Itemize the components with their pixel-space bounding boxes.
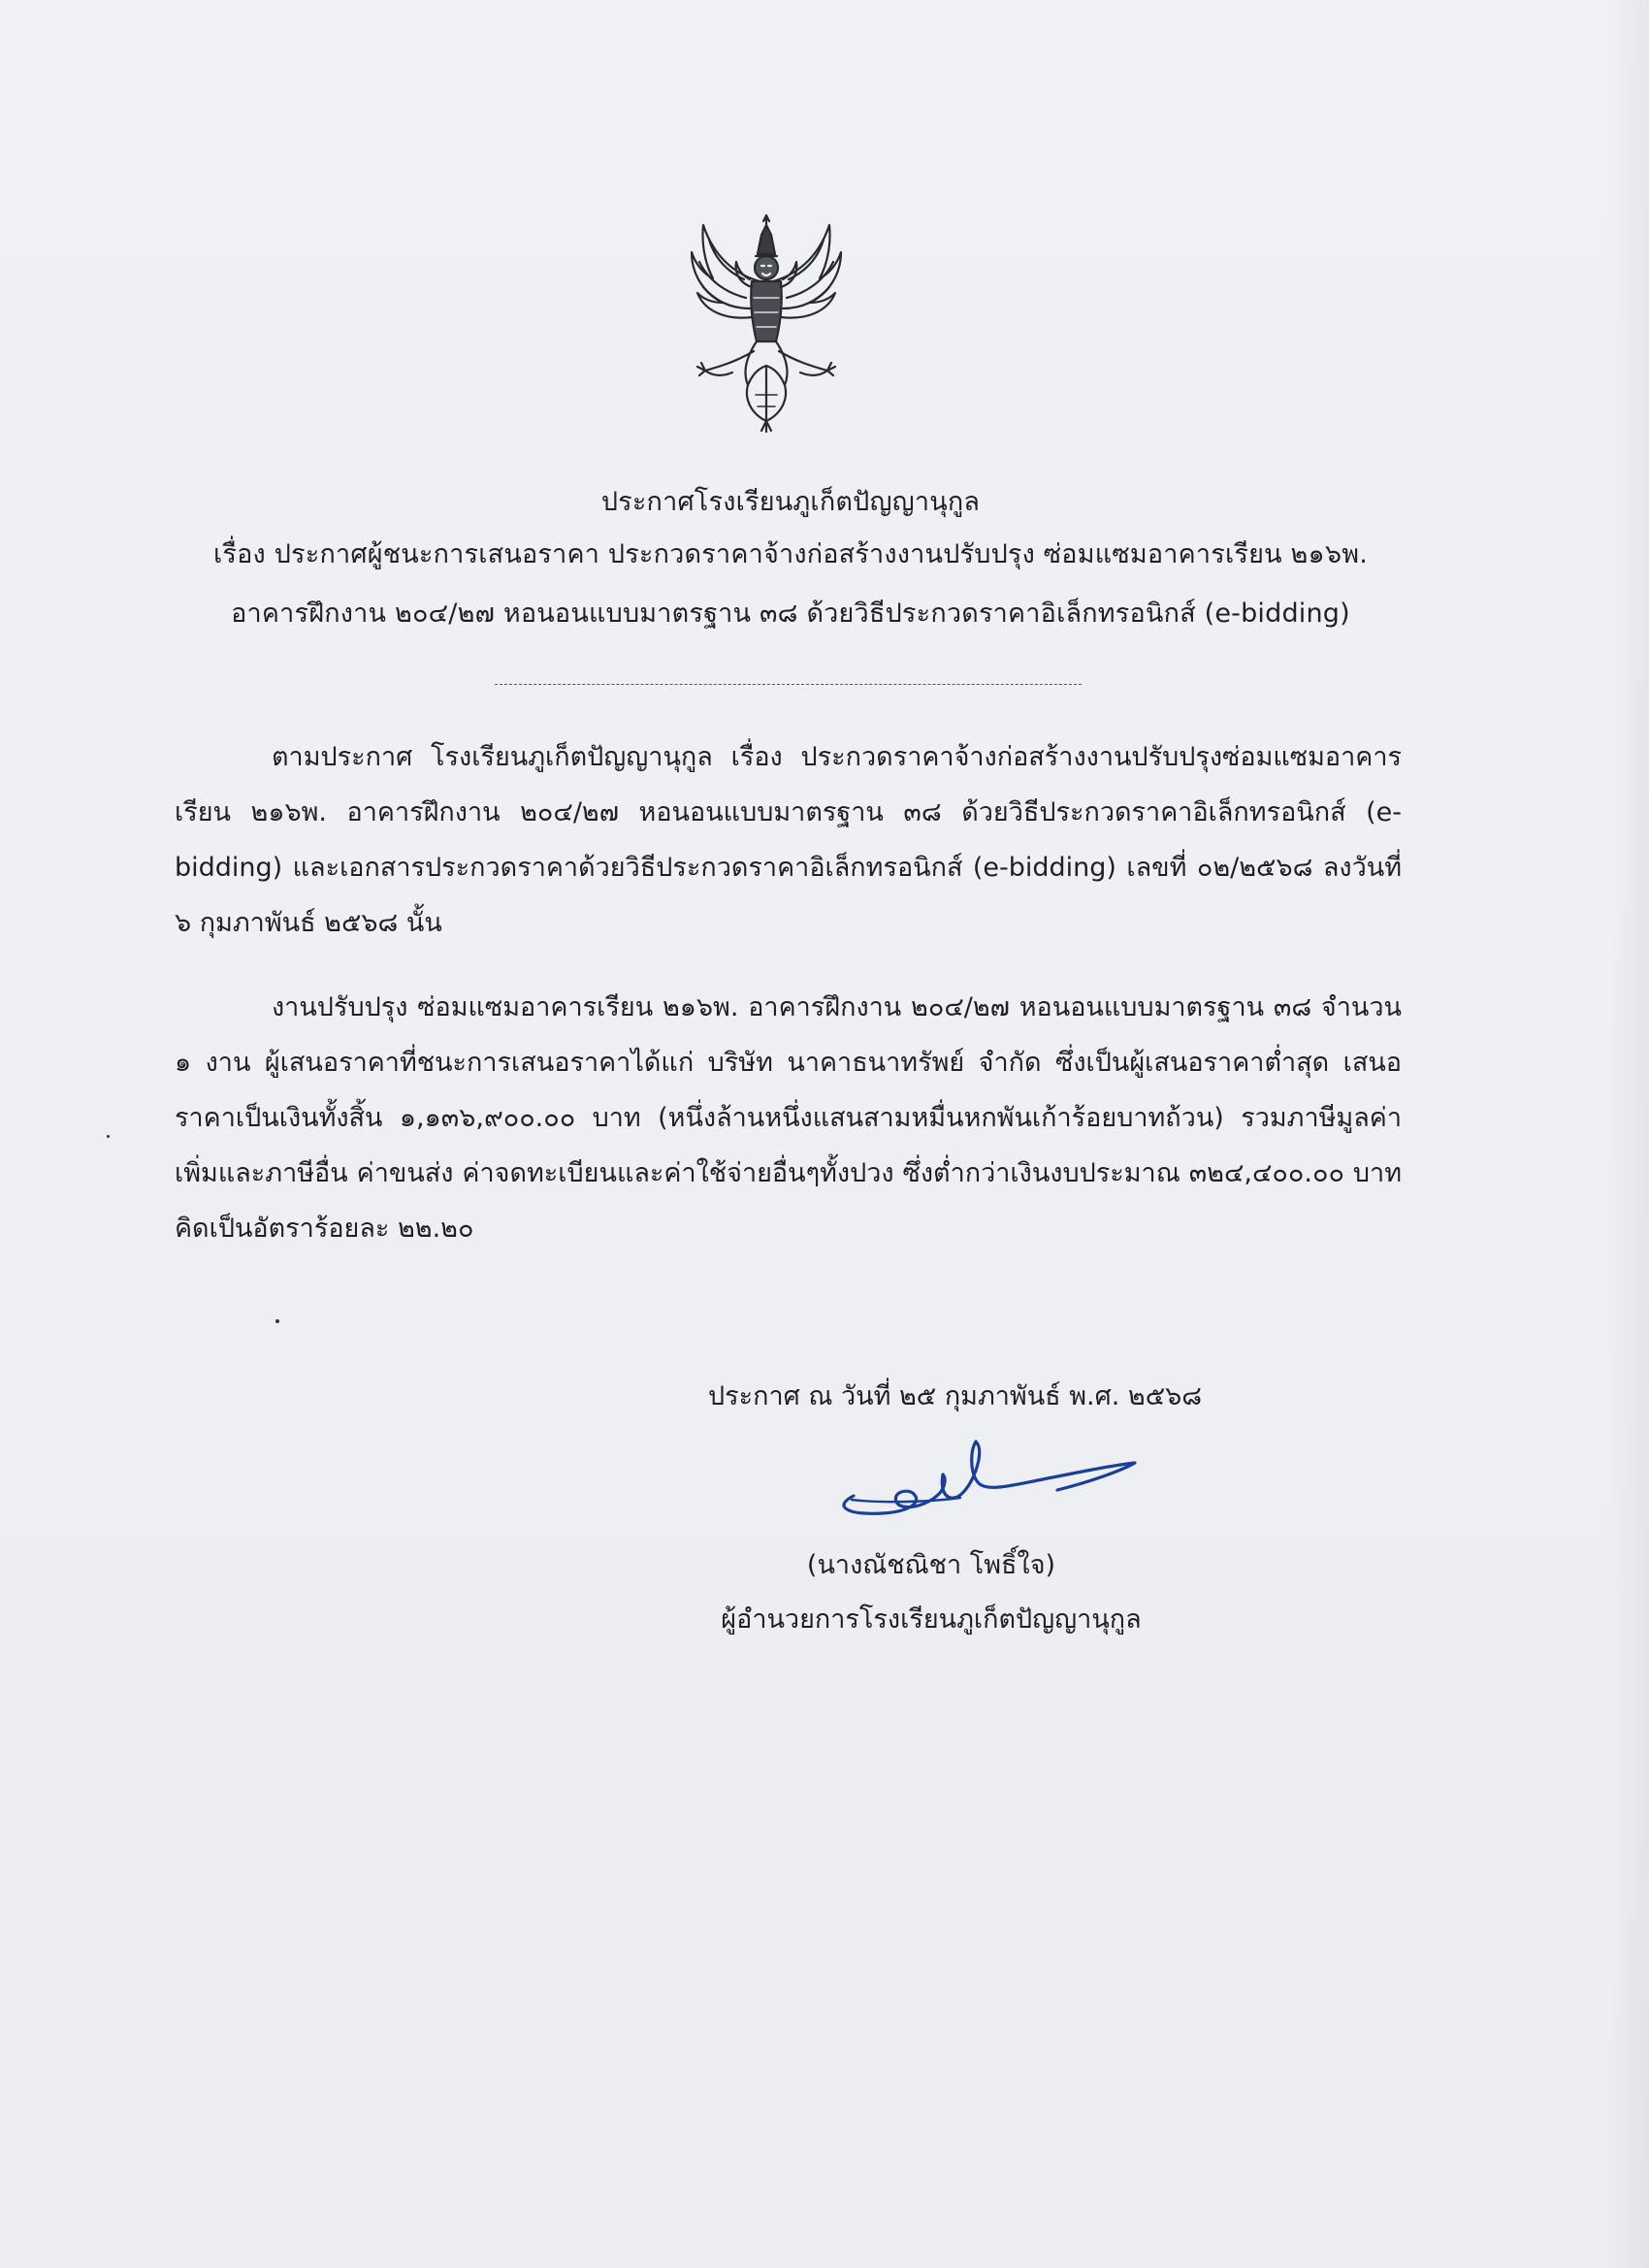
announcement-subject-line2: อาคารฝึกงาน ๒๐๔/๒๗ หอนอนแบบมาตรฐาน ๓๘ ด้วยวิธีประกวดราคาอิเล็กทรอนิกส์ (e-bidding) (231, 599, 1350, 629)
body-paragraph-1 (175, 729, 1402, 951)
garuda-emblem-icon (684, 206, 849, 434)
divider-line (495, 684, 1082, 685)
body-paragraph-2 (175, 980, 1402, 1256)
signer-title: ผู้อำนวยการโรงเรียนภูเก็ตปัญญานุกูล (721, 1604, 1142, 1635)
paper-speck (275, 1319, 279, 1323)
announcement-date: ประกาศ ณ วันที่ ๒๕ กุมภาพันธ์ พ.ศ. ๒๕๖๘ (708, 1381, 1203, 1411)
paper-speck (107, 1135, 110, 1138)
handwritten-signature (824, 1418, 1145, 1535)
signer-name: (นางณัชณิชา โพธิ์ใจ) (806, 1550, 1056, 1580)
page-edge-shadow (1610, 0, 1649, 2268)
paragraph-1-text: ตามประกาศ โรงเรียนภูเก็ตปัญญานุกูล เรื่อง ประกวดราคาจ้างก่อสร้างงานปรับปรุงซ่อมแซมอาคารเรียน ๒๑๖พ. อาคารฝึกงาน ๒๐๔/๒๗ หอนอนแบบมาตรฐาน ๓๘ ด้วยวิธีประกวดราคาอิเล็กทรอนิกส์ (e-bidding) และเอกสารประกวดราคาด้วยวิธีประกวดราคาอิเล็กทรอนิกส์ (e-bidding) เลขที่ ๐๒/๒๕๖๘ ลงวันที่ ๖ กุมภาพันธ์ ๒๕๖๘ นั้น (175, 742, 1402, 938)
announcement-subject-line1: เรื่อง ประกาศผู้ชนะการเสนอราคา ประกวดราคาจ้างก่อสร้างงานปรับปรุง ซ่อมแซมอาคารเรียน ๒๑๖พ. (213, 539, 1368, 569)
announcement-title: ประกาศโรงเรียนภูเก็ตปัญญานุกูล (600, 487, 981, 517)
paragraph-2-text: งานปรับปรุง ซ่อมแซมอาคารเรียน ๒๑๖พ. อาคารฝึกงาน ๒๐๔/๒๗ หอนอนแบบมาตรฐาน ๓๘ จำนวน ๑ งาน ผู้เสนอราคาที่ชนะการเสนอราคาได้แก่ บริษัท นาคาธนาทรัพย์ จำกัด ซึ่งเป็นผู้เสนอราคาต่ำสุด เสนอราคาเป็นเงินทั้งสิ้น ๑,๑๓๖,๙๐๐.๐๐ บาท (หนึ่งล้านหนึ่งแสนสามหมื่นหกพันเก้าร้อยบาทถ้วน) รวมภาษีมูลค่าเพิ่มและภาษีอื่น ค่าขนส่ง ค่าจดทะเบียนและค่าใช้จ่ายอื่นๆทั้งปวง ซึ่งต่ำกว่าเงินงบประมาณ ๓๒๔,๔๐๐.๐๐ บาท คิดเป็นอัตราร้อยละ ๒๒.๒๐ (175, 992, 1402, 1244)
